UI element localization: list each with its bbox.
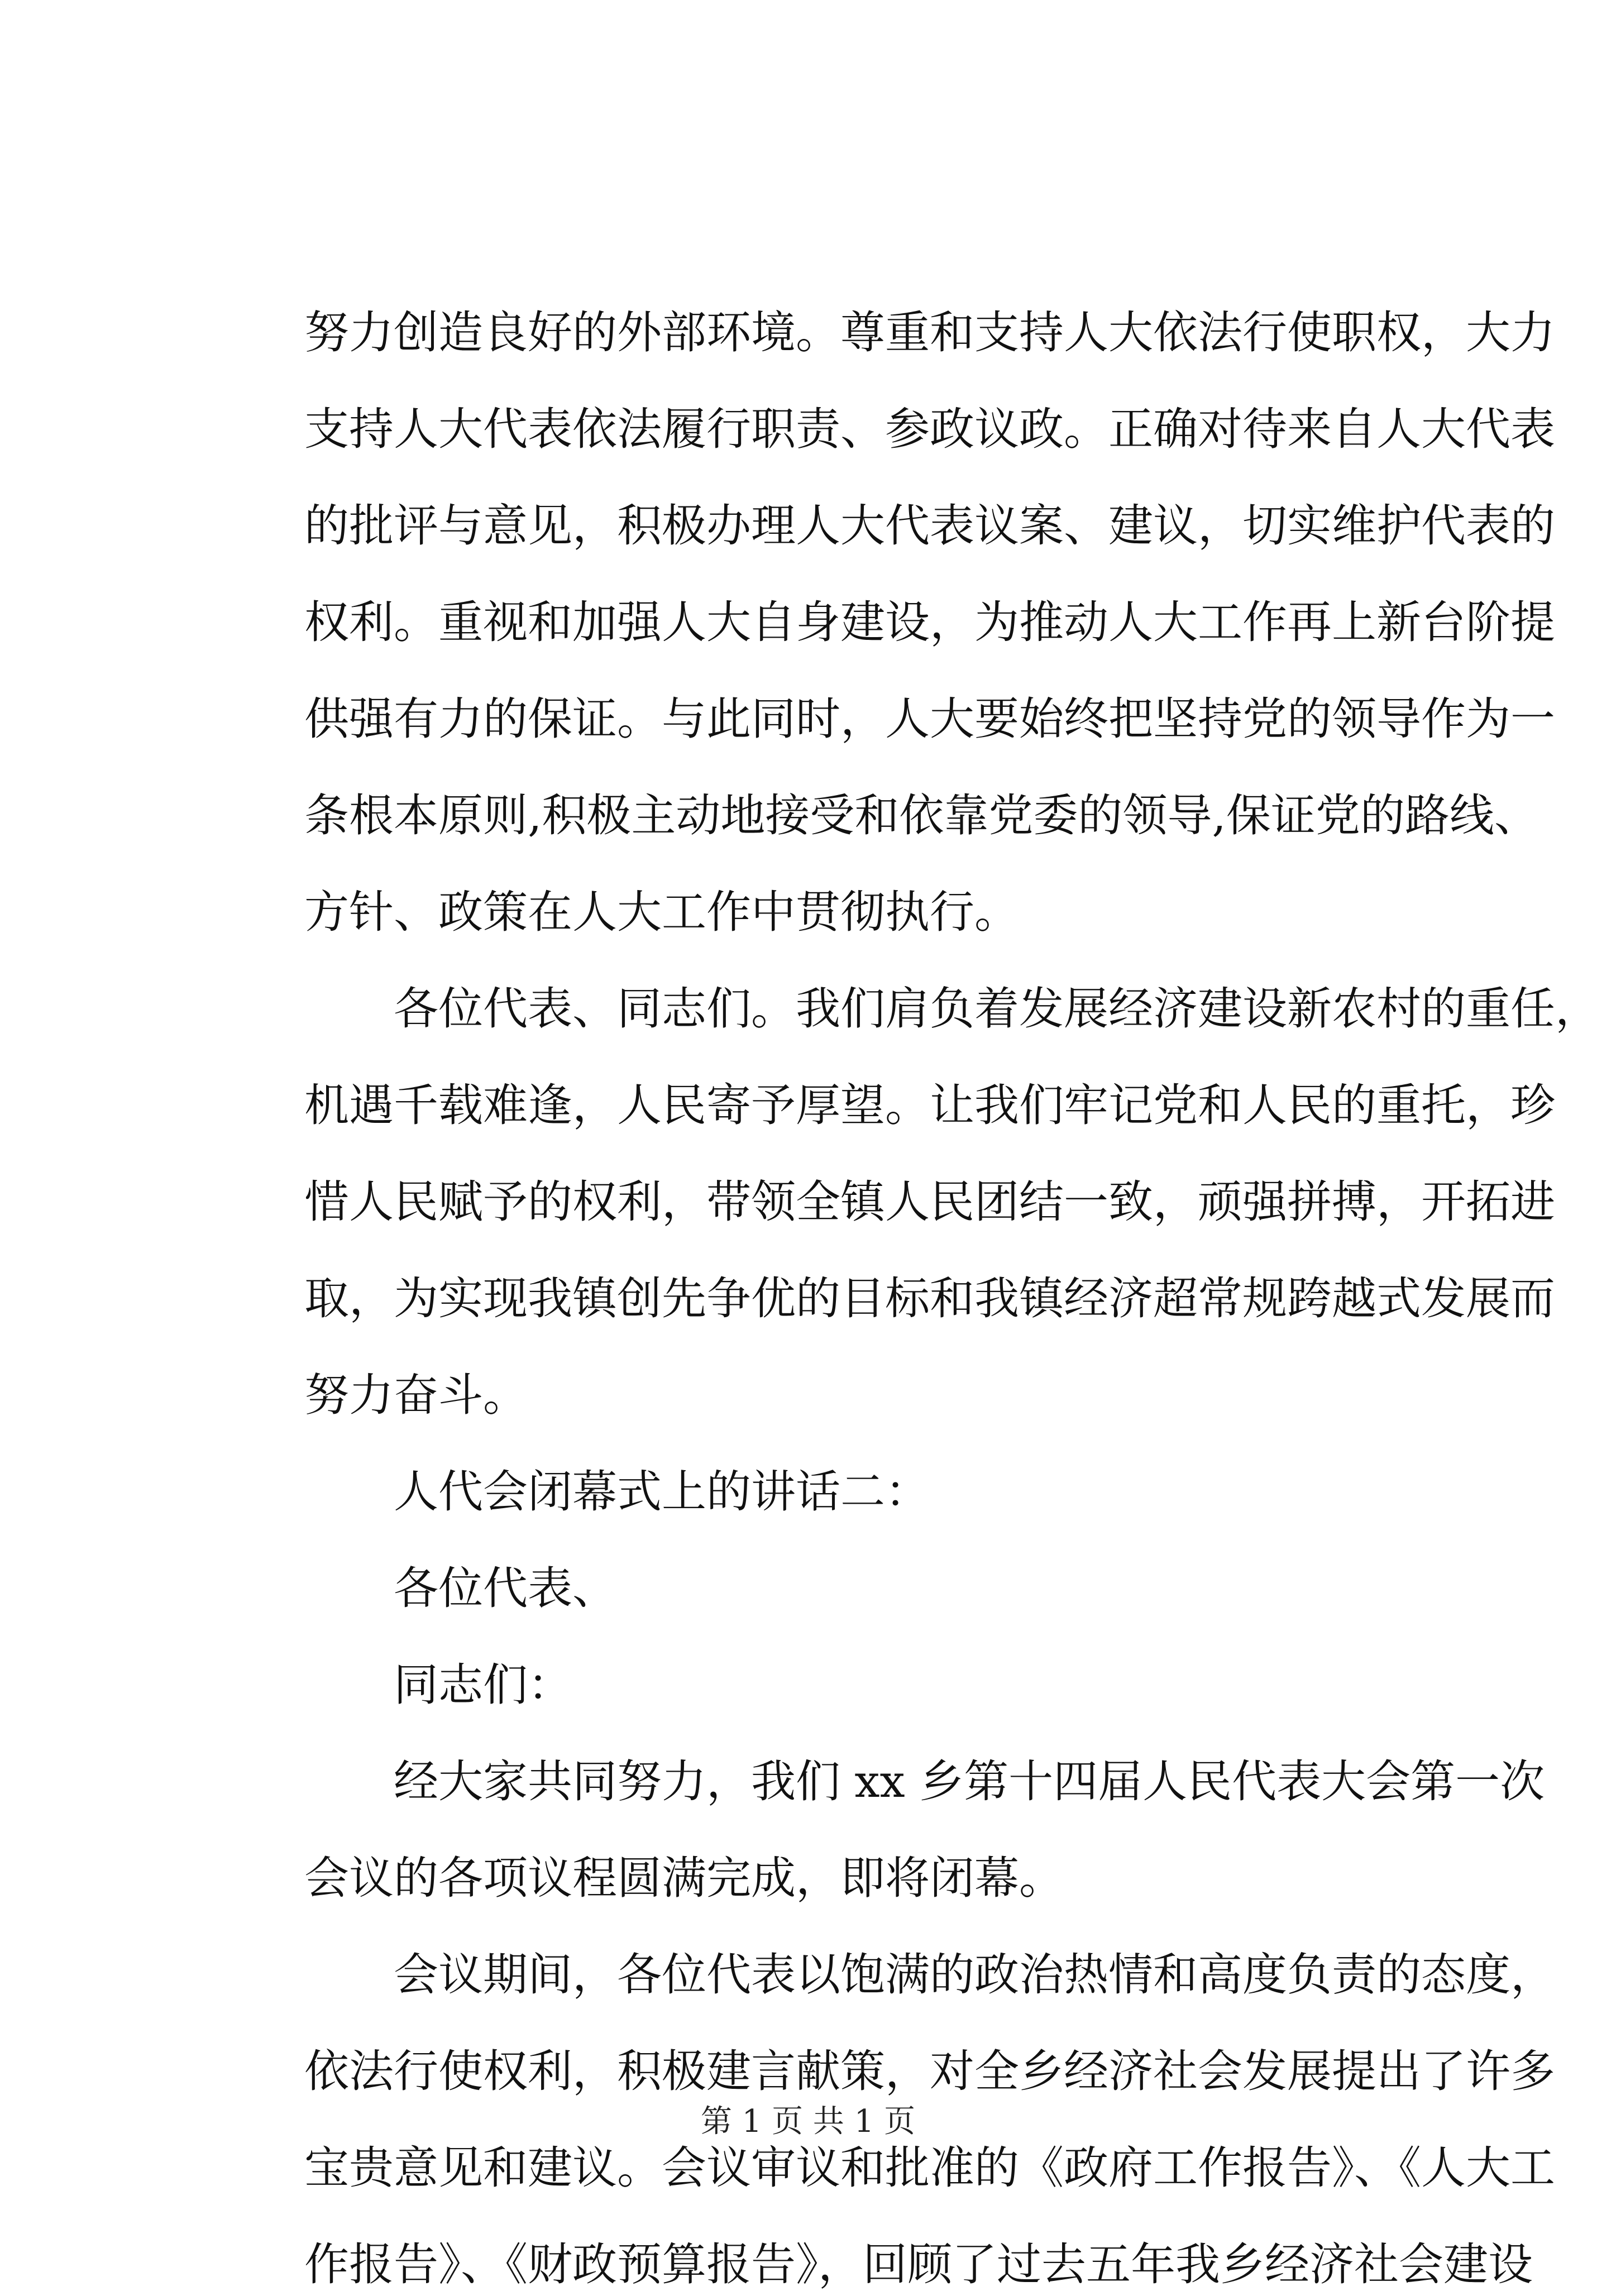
text-line: 宝贵意见和建议。会议审议和批准的《政府工作报告》、《人大工 <box>304 2142 1555 2194</box>
text-line: 同志们： <box>304 1659 572 1711</box>
text-line: 依法行使权利，积极建言献策，对全乡经济社会发展提出了许多 <box>304 2045 1555 2097</box>
text-line: 作报告》、《财政预算报告》，回顾了过去五年我乡经济社会建设 <box>304 2238 1533 2290</box>
text-line: 机遇千载难逢，人民寄予厚望。让我们牢记党和人民的重托，珍 <box>304 1079 1555 1131</box>
section-heading: 人代会闭幕式上的讲话二： <box>304 1466 930 1518</box>
text-line: 会议的各项议程圆满完成，即将闭幕。 <box>304 1852 1064 1904</box>
text-line: 各位代表、同志们。我们肩负着发展经济建设新农村的重任， <box>304 983 1600 1035</box>
text-line: 供强有力的保证。与此同时，人大要始终把坚持党的领导作为一 <box>304 693 1555 745</box>
text-line: 权利。重视和加强人大自身建设，为推动人大工作再上新台阶提 <box>304 596 1555 648</box>
text-line: 惜人民赋予的权利，带领全镇人民团结一致，顽强拼搏，开拓进 <box>304 1176 1555 1228</box>
text-line: 各位代表、 <box>304 1562 617 1614</box>
text-line: 会议期间，各位代表以饱满的政治热情和高度负责的态度， <box>304 1949 1555 2001</box>
text-line: 方针、政策在人大工作中贯彻执行。 <box>304 886 1019 938</box>
text-line: 支持人大代表依法履行职责、参政议政。正确对待来自人大代表 <box>304 403 1555 455</box>
text-line: 努力创造良好的外部环境。尊重和支持人大依法行使职权，大力 <box>304 307 1555 358</box>
text-line: 条根本原则,积极主动地接受和依靠党委的领导,保证党的路线、 <box>304 790 1539 841</box>
page-footer: 第 1 页 共 1 页 <box>700 2103 916 2140</box>
text-line: 经大家共同努力，我们 xx 乡第十四届人民代表大会第一次 <box>304 1756 1545 1807</box>
text-line: 的批评与意见，积极办理人大代表议案、建议，切实维护代表的 <box>304 500 1555 552</box>
text-line: 取，为实现我镇创先争优的目标和我镇经济超常规跨越式发展而 <box>304 1273 1555 1324</box>
text-line: 努力奋斗。 <box>304 1369 528 1421</box>
